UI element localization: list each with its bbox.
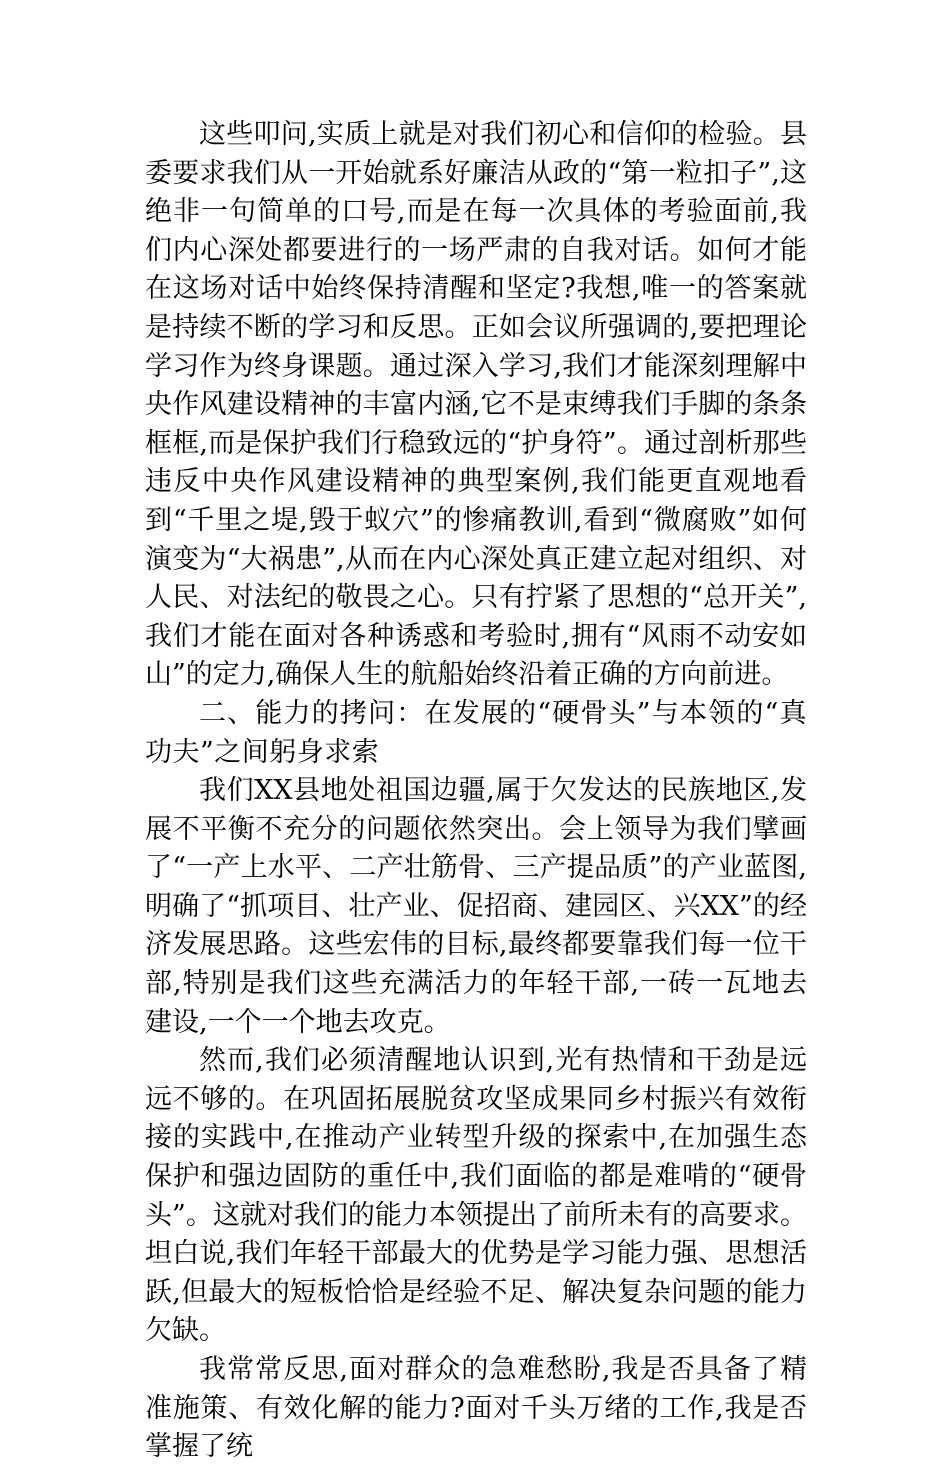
section-heading: 二、能力的拷问：在发展的“硬骨头”与本领的“真功夫”之间躬身求索 <box>145 697 807 768</box>
paragraph-4: 我常常反思,面对群众的急难愁盼,我是否具备了精准施策、有效化解的能力?面对千头万绪的工作,我是否掌握了统 <box>145 1354 807 1463</box>
paragraph-3: 然而,我们必须清醒地认识到,光有热情和干劲是远远不够的。在巩固拓展脱贫攻坚成果同乡村振兴有效衔接的实践中,在推动产业转型升级的探索中,在加强生态保护和强边固防的重任中,我们面临的都是难啃的“硬骨头”。这就对我们的能力本领提出了前所未有的高要求。坦白说,我们年轻干部最大的优势是学习能力强、思想活跃,但最大的短板恰恰是经验不足、解决复杂问题的能力欠缺。 <box>145 1045 807 1347</box>
paragraph-2: 我们XX县地处祖国边疆,属于欠发达的民族地区,发展不平衡不充分的问题依然突出。会上领导为我们擘画了“一产上水平、二产壮筋骨、三产提品质”的产业蓝图,明确了“抓项目、壮产业、促招商、建园区、兴XX”的经济发展思路。这些宏伟的目标,最终都要靠我们每一位干部,特别是我们这些充满活力的年轻干部,一砖一瓦地去建设,一个一个地去攻克。 <box>145 775 807 1038</box>
document-body <box>145 116 807 1467</box>
paragraph-1: 这些叩问,实质上就是对我们初心和信仰的检验。县委要求我们从一开始就系好廉洁从政的“第一粒扣子”,这绝非一句简单的口号,而是在每一次具体的考验面前,我们内心深处都要进行的一场严肃的自我对话。如何才能在这场对话中始终保持清醒和坚定?我想,唯一的答案就是持续不断的学习和反思。正如会议所强调的,要把理论学习作为终身课题。通过深入学习,我们才能深刻理解中央作风建设精神的丰富内涵,它不是束缚我们手脚的条条框框,而是保护我们行稳致远的“护身符”。通过剖析那些违反中央作风建设精神的典型案例,我们能更直观地看到“千里之堤,毁于蚁穴”的惨痛教训,看到“微腐败”如何演变为“大祸患”,从而在内心深处真正建立起对组织、对人民、对法纪的敬畏之心。只有拧紧了思想的“总开关”,我们才能在面对各种诱惑和考验时,拥有“风雨不动安如山”的定力,确保人生的航船始终沿着正确的方向前进。 <box>145 119 807 691</box>
